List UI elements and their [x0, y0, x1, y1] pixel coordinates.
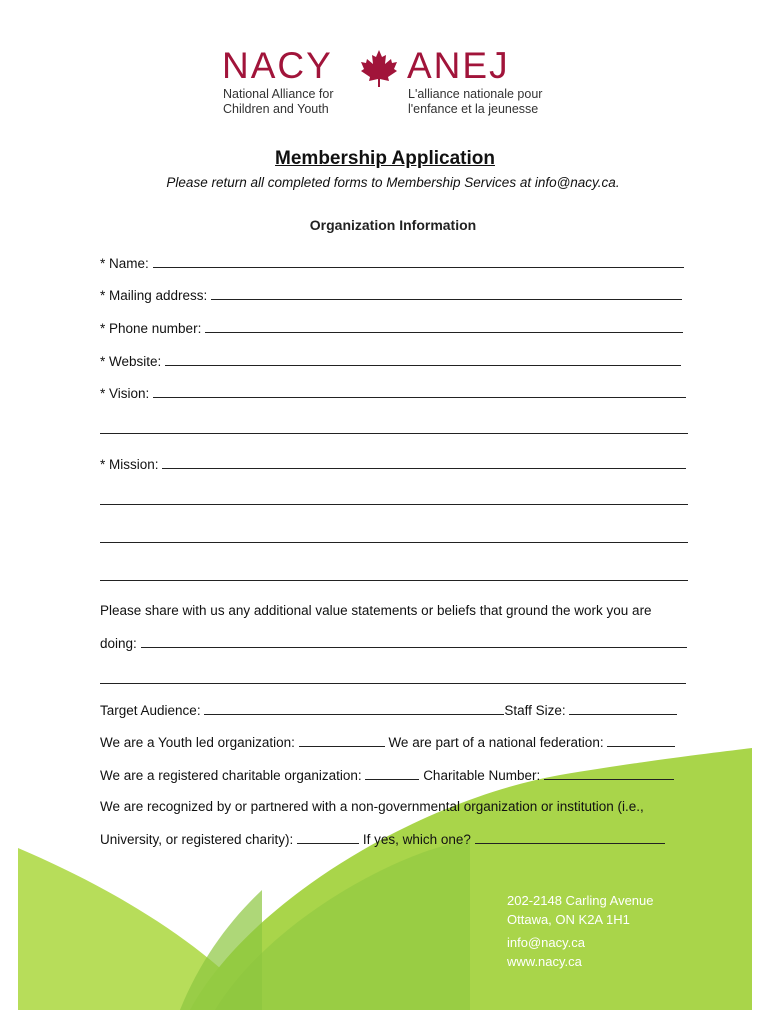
section-title: Organization Information [309, 217, 477, 233]
website-label: * Website: [100, 354, 162, 369]
nacy-logo [222, 46, 572, 126]
phone-label: * Phone number: [100, 321, 202, 336]
phone-field[interactable] [205, 319, 683, 333]
mailing-address-label: * Mailing address: [100, 288, 208, 303]
charitable-number-field[interactable] [544, 766, 674, 780]
mission-field[interactable] [162, 455, 686, 469]
vision-row [100, 384, 686, 403]
website-row [100, 352, 681, 371]
contact-website[interactable]: www.nacy.ca [507, 954, 582, 969]
if-yes-field[interactable] [475, 830, 665, 844]
mission-field-line3[interactable] [100, 542, 688, 543]
logo-tagline-fr-line1: L'alliance nationale pour [408, 87, 543, 101]
logo-brand-fr: ANEJ [407, 45, 510, 86]
address-line1: 202-2148 Carling Avenue [507, 893, 654, 908]
name-row [100, 254, 684, 273]
registered-charity-label: We are a registered charitable organization: [100, 768, 362, 783]
contact-email[interactable]: info@nacy.ca [507, 935, 585, 950]
address-line2: Ottawa, ON K2A 1H1 [507, 912, 630, 927]
target-audience-field[interactable] [204, 701, 504, 715]
website-field[interactable] [165, 352, 681, 366]
logo-tagline-en [223, 87, 383, 117]
vision-label: * Vision: [100, 386, 150, 401]
vision-field-line2[interactable] [100, 433, 688, 434]
recognized-prompt-line2: University, or registered charity): [100, 832, 294, 847]
page-subtitle: Please return all completed forms to Membership Services at info@nacy.ca. [166, 175, 620, 190]
national-federation-label: We are part of a national federation: [388, 735, 604, 750]
logo-tagline-fr [408, 87, 578, 117]
staff-size-field[interactable] [569, 701, 677, 715]
contact-address [507, 892, 654, 972]
youth-led-label: We are a Youth led organization: [100, 735, 295, 750]
staff-size-label: Staff Size: [504, 703, 566, 718]
logo-tagline-fr-line2: l'enfance et la jeunesse [408, 102, 539, 116]
name-field[interactable] [153, 254, 684, 268]
logo-brand-en: NACY [222, 45, 333, 86]
mission-field-line4[interactable] [100, 580, 688, 581]
maple-leaf-icon [359, 48, 399, 88]
recognized-row [100, 830, 665, 849]
vision-field[interactable] [153, 384, 686, 398]
logo-tagline-en-line2: Children and Youth [223, 102, 329, 116]
target-staff-row [100, 701, 677, 720]
recognized-prompt-line1: We are recognized by or partnered with a non-governmental organization or institution (i.e., [100, 799, 644, 814]
name-label: * Name: [100, 256, 149, 271]
mission-label: * Mission: [100, 457, 159, 472]
values-field[interactable] [141, 634, 687, 648]
charity-row [100, 766, 674, 785]
national-federation-field[interactable] [607, 733, 675, 747]
phone-row [100, 319, 683, 338]
youth-federation-row [100, 733, 675, 752]
registered-charity-field[interactable] [365, 766, 419, 780]
values-row [100, 634, 687, 653]
mailing-address-row [100, 286, 682, 305]
if-yes-label: If yes, which one? [362, 832, 471, 847]
mission-row [100, 455, 686, 474]
values-prompt-line1: Please share with us any additional value statements or beliefs that ground the work you are [100, 603, 652, 618]
values-prompt-line2: doing: [100, 636, 137, 651]
recognized-field[interactable] [297, 830, 359, 844]
page-title: Membership Application [275, 148, 495, 169]
logo-tagline-en-line1: National Alliance for [223, 87, 334, 101]
values-field-line2[interactable] [100, 683, 686, 684]
youth-led-field[interactable] [299, 733, 385, 747]
mailing-address-field[interactable] [211, 286, 682, 300]
mission-field-line2[interactable] [100, 504, 688, 505]
target-audience-label: Target Audience: [100, 703, 201, 718]
charitable-number-label: Charitable Number: [423, 768, 541, 783]
